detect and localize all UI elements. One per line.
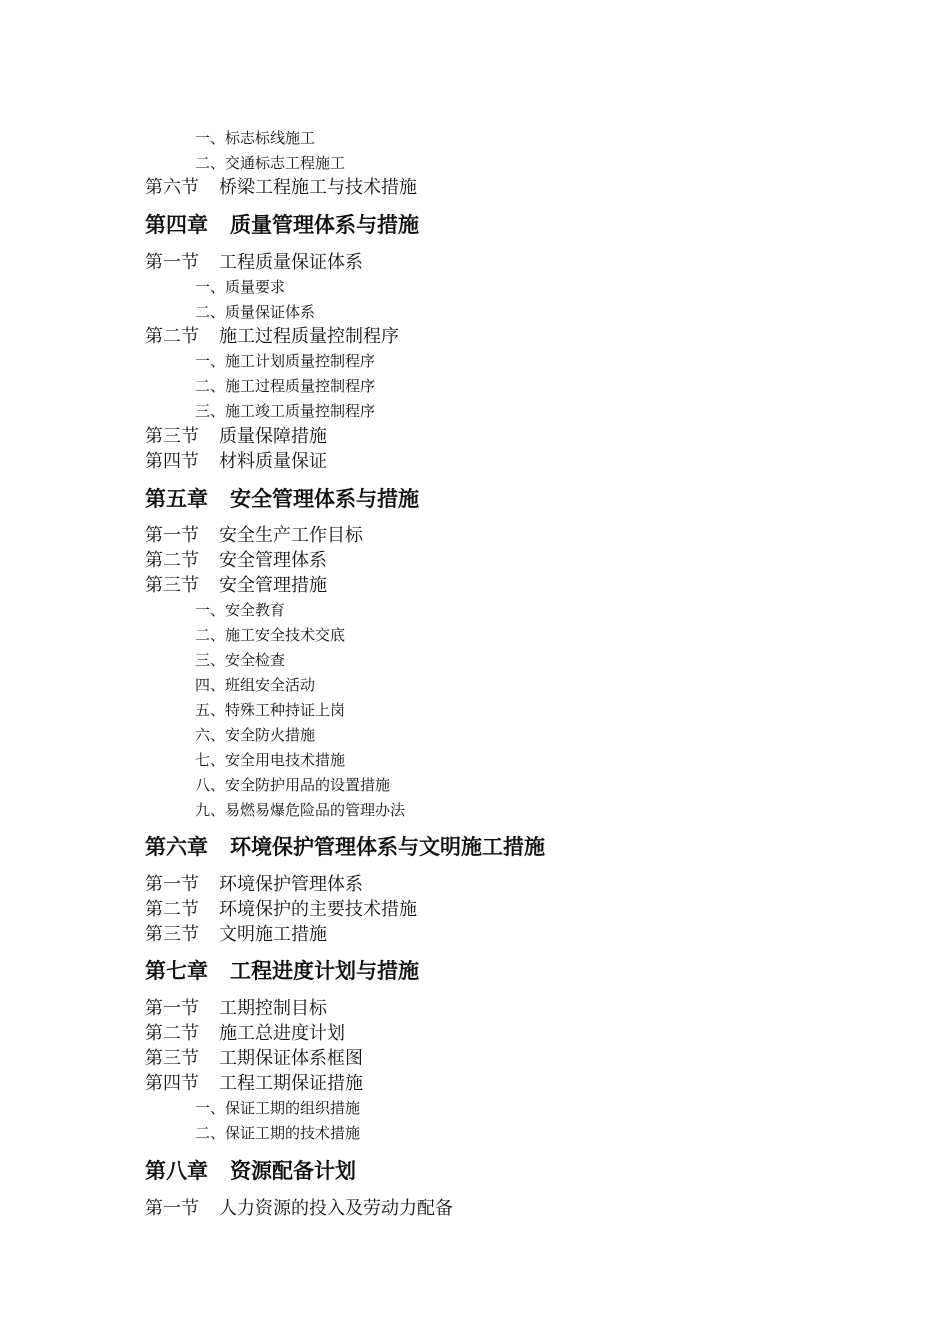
section-title: 施工过程质量控制程序 <box>219 326 399 347</box>
section-number: 第二节 <box>145 1023 199 1044</box>
toc-section <box>145 1197 453 1221</box>
section-number: 第二节 <box>145 550 199 571</box>
section-title: 工程质量保证体系 <box>219 252 363 273</box>
section-number: 第三节 <box>145 575 199 596</box>
section-title: 工程工期保证措施 <box>219 1073 363 1094</box>
toc-item: 一、施工计划质量控制程序 <box>195 352 376 370</box>
section-title: 人力资源的投入及劳动力配备 <box>219 1198 453 1219</box>
toc-section <box>145 574 327 598</box>
section-title: 材料质量保证 <box>219 451 327 472</box>
toc-item: 二、施工过程质量控制程序 <box>195 377 376 395</box>
chapter-number: 第八章 <box>145 1159 208 1183</box>
toc-section <box>145 1022 345 1046</box>
toc-item: 九、易燃易爆危险品的管理办法 <box>195 801 406 819</box>
section-number: 第一节 <box>145 525 199 546</box>
chapter-number: 第六章 <box>145 835 208 859</box>
toc-item: 一、保证工期的组织措施 <box>195 1099 361 1117</box>
toc-section <box>145 325 399 349</box>
section-title: 安全生产工作目标 <box>219 525 363 546</box>
section-title: 文明施工措施 <box>219 924 327 945</box>
toc-section <box>145 425 327 449</box>
section-number: 第三节 <box>145 1048 199 1069</box>
toc-item: 三、施工竣工质量控制程序 <box>195 402 376 420</box>
section-title: 工期保证体系框图 <box>219 1048 363 1069</box>
chapter-title: 工程进度计划与措施 <box>230 959 419 983</box>
section-number: 第六节 <box>145 177 199 198</box>
section-title: 施工总进度计划 <box>219 1023 345 1044</box>
toc-item: 七、安全用电技术措施 <box>195 751 346 769</box>
toc-item: 三、安全检查 <box>195 651 286 669</box>
toc-section <box>145 898 417 922</box>
toc-section <box>145 997 327 1021</box>
toc-chapter <box>145 957 419 985</box>
section-number: 第四节 <box>145 451 199 472</box>
toc-item: 六、安全防火措施 <box>195 726 316 744</box>
toc-item: 二、施工安全技术交底 <box>195 626 346 644</box>
section-title: 安全管理措施 <box>219 575 327 596</box>
toc-item: 二、交通标志工程施工 <box>195 154 346 172</box>
section-title: 工期控制目标 <box>219 998 327 1019</box>
section-number: 第三节 <box>145 426 199 447</box>
toc-section <box>145 549 327 573</box>
toc-chapter <box>145 1157 356 1185</box>
toc-item: 二、质量保证体系 <box>195 303 316 321</box>
toc-chapter <box>145 485 419 513</box>
toc-item: 一、安全教育 <box>195 601 286 619</box>
section-title: 安全管理体系 <box>219 550 327 571</box>
toc-item: 四、班组安全活动 <box>195 676 316 694</box>
toc-item: 一、标志标线施工 <box>195 129 316 147</box>
chapter-number: 第五章 <box>145 487 208 511</box>
toc-section <box>145 1072 363 1096</box>
chapter-title: 安全管理体系与措施 <box>230 487 419 511</box>
toc-chapter <box>145 211 419 239</box>
section-title: 质量保障措施 <box>219 426 327 447</box>
chapter-number: 第七章 <box>145 959 208 983</box>
section-number: 第一节 <box>145 874 199 895</box>
chapter-number: 第四章 <box>145 213 208 237</box>
chapter-title: 质量管理体系与措施 <box>230 213 419 237</box>
toc-section <box>145 873 363 897</box>
section-number: 第三节 <box>145 924 199 945</box>
toc-item: 八、安全防护用品的设置措施 <box>195 776 391 794</box>
toc-section <box>145 923 327 947</box>
toc-item: 一、质量要求 <box>195 278 286 296</box>
section-number: 第一节 <box>145 1198 199 1219</box>
toc-item: 五、特殊工种持证上岗 <box>195 701 346 719</box>
section-number: 第二节 <box>145 899 199 920</box>
section-title: 桥梁工程施工与技术措施 <box>219 177 417 198</box>
toc-section <box>145 176 417 200</box>
section-number: 第二节 <box>145 326 199 347</box>
toc-chapter <box>145 833 545 861</box>
chapter-title: 资源配备计划 <box>230 1159 356 1183</box>
chapter-title: 环境保护管理体系与文明施工措施 <box>230 835 545 859</box>
section-number: 第一节 <box>145 252 199 273</box>
toc-item: 二、保证工期的技术措施 <box>195 1124 361 1142</box>
section-title: 环境保护管理体系 <box>219 874 363 895</box>
toc-section <box>145 1047 363 1071</box>
toc-section <box>145 524 363 548</box>
toc-section <box>145 251 363 275</box>
section-number: 第一节 <box>145 998 199 1019</box>
toc-section <box>145 450 327 474</box>
section-number: 第四节 <box>145 1073 199 1094</box>
section-title: 环境保护的主要技术措施 <box>219 899 417 920</box>
